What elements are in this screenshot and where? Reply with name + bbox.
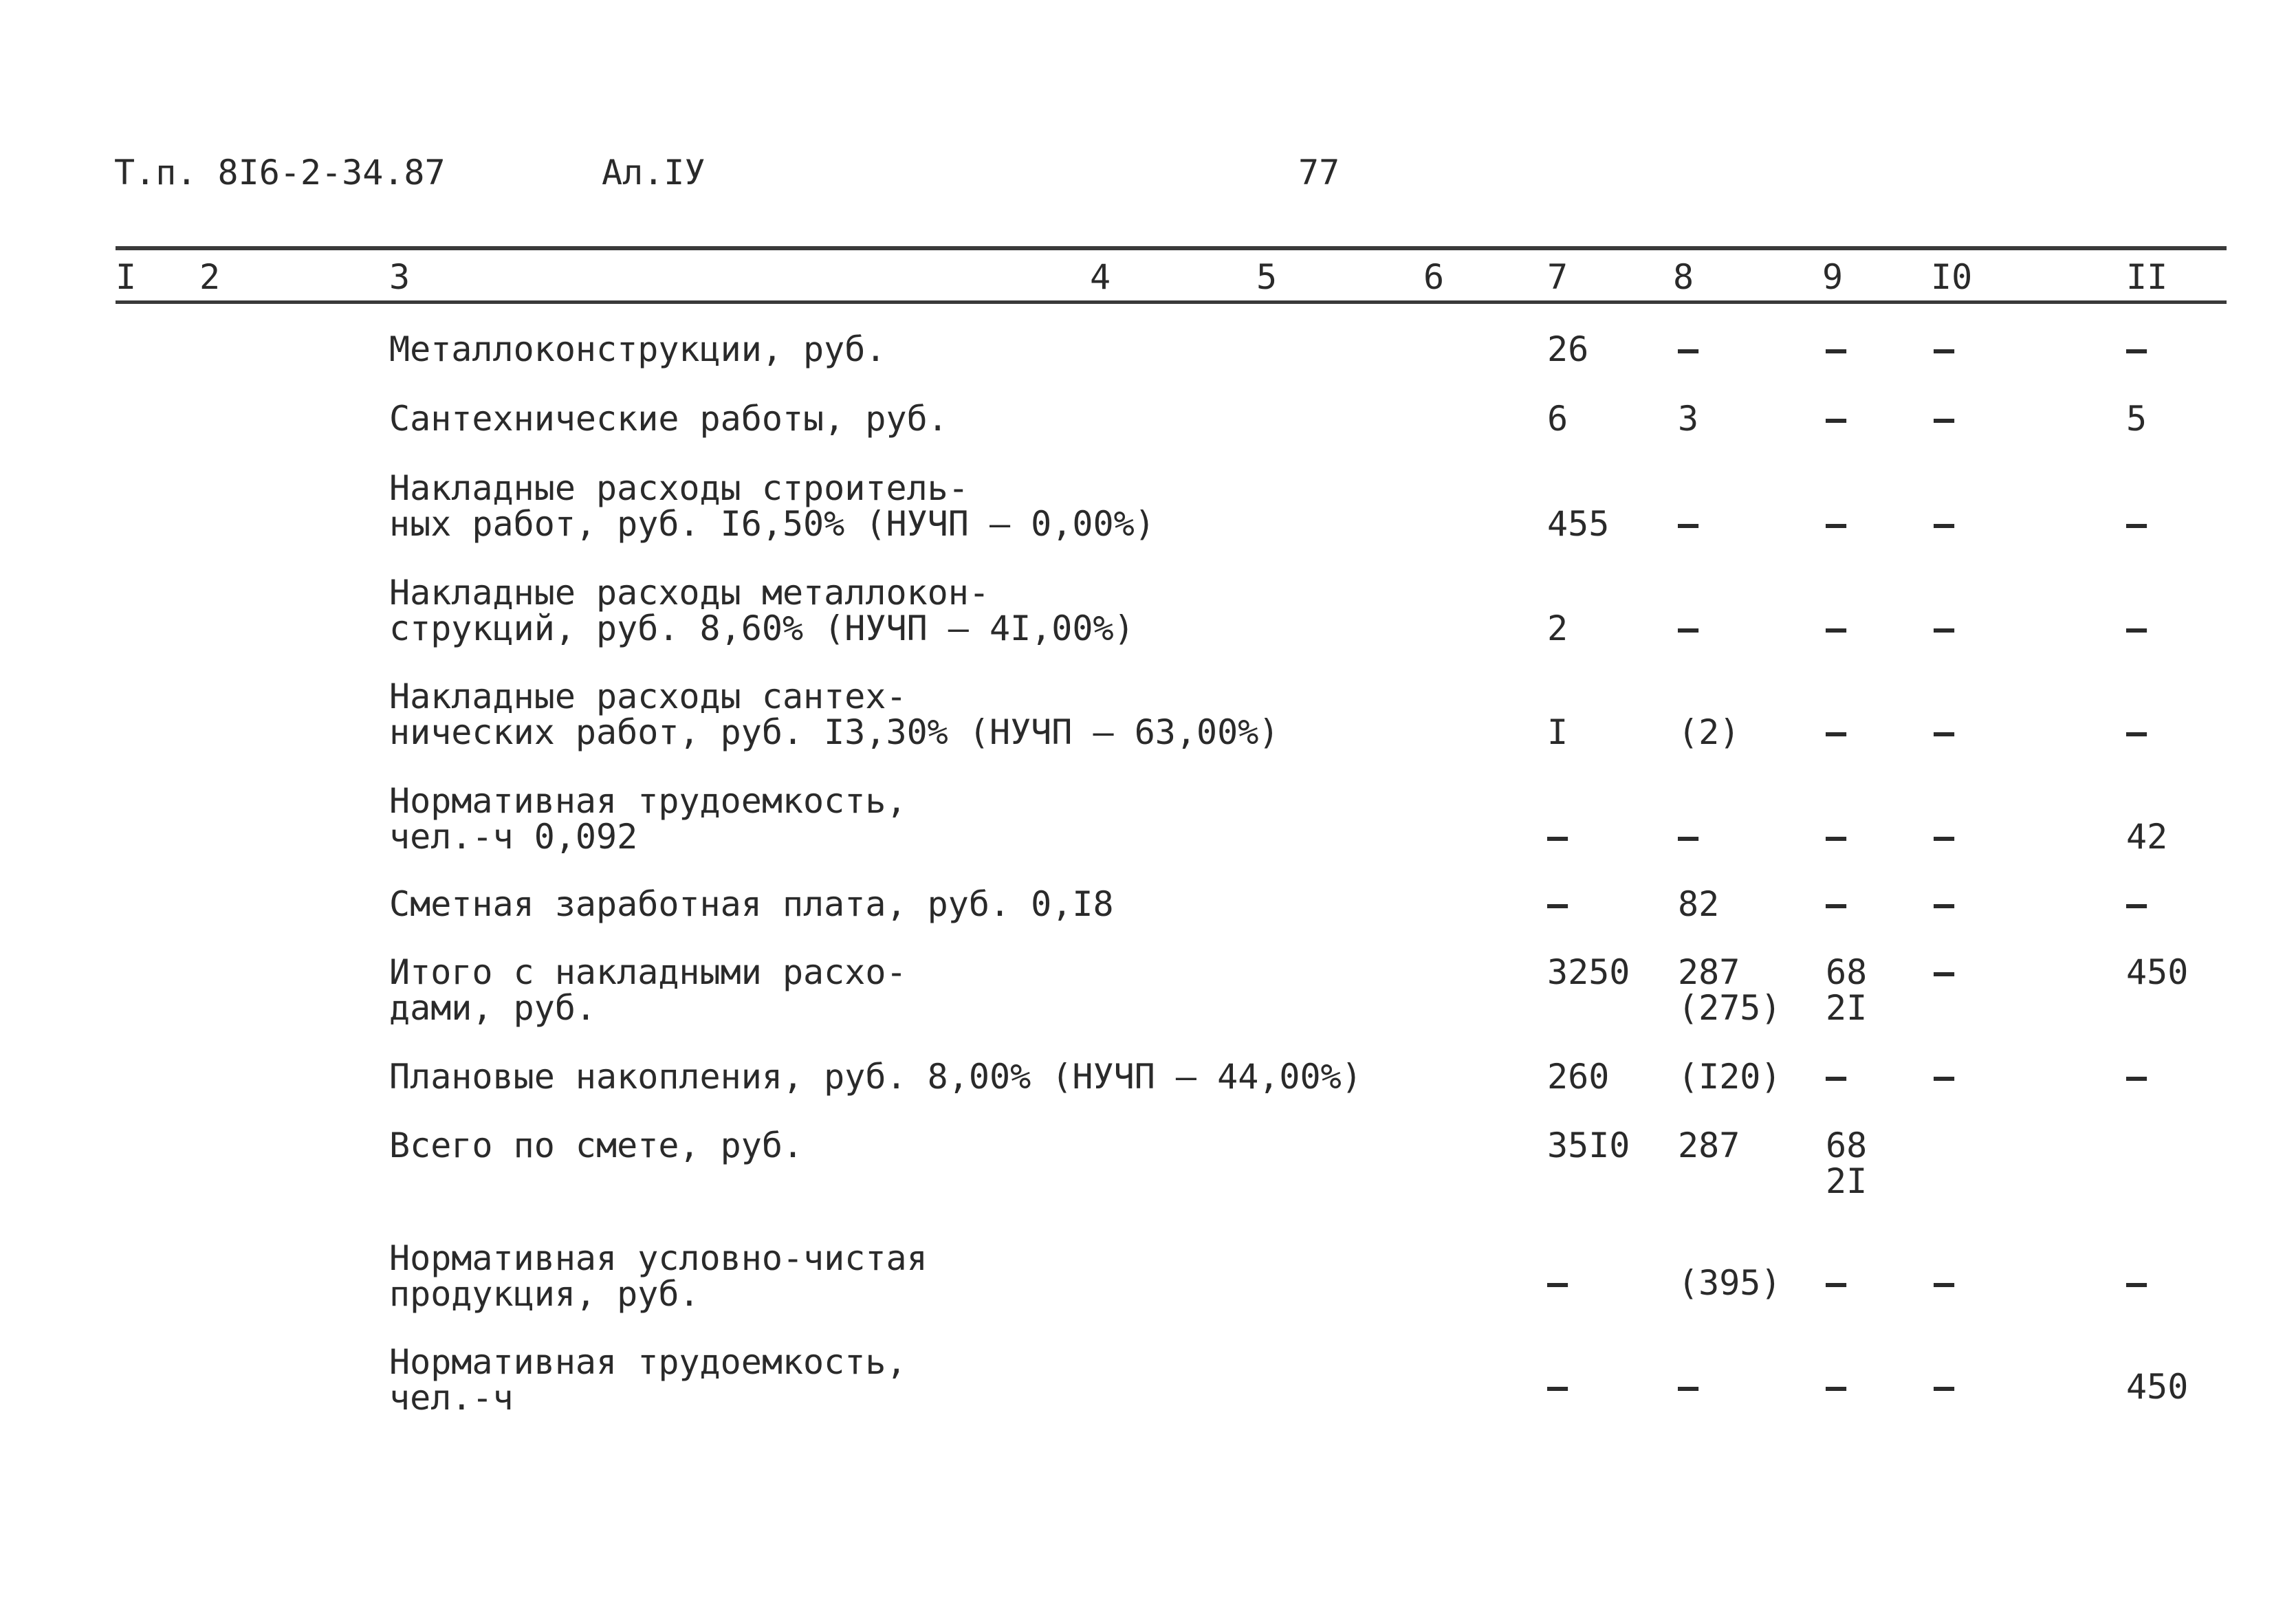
cell-col9: – <box>1826 884 1847 924</box>
cell-col10: – <box>1934 1367 1955 1407</box>
cell-col9: – <box>1826 329 1847 369</box>
column-number: 7 <box>1547 257 1568 297</box>
cell-col9: 68 2I <box>1826 1126 1868 1201</box>
cell-col7: 260 <box>1547 1057 1610 1097</box>
cell-col11: – <box>2126 884 2147 924</box>
column-number: 8 <box>1673 257 1694 297</box>
cell-col7: 35I0 <box>1547 1126 1630 1165</box>
cell-col11: 5 <box>2126 399 2147 439</box>
column-number: 6 <box>1423 257 1445 297</box>
cell-col11: – <box>2126 1263 2147 1303</box>
column-number: I <box>116 257 137 297</box>
row-label: Накладные расходы строитель- ных работ, руб. I6,50% (НУЧП – 0,00%) <box>389 468 1155 544</box>
cell-col9: – <box>1826 1263 1847 1303</box>
cell-col10: – <box>1934 712 1955 752</box>
cell-col9: – <box>1826 1367 1847 1407</box>
column-header-rule <box>116 300 2227 304</box>
cell-col9: – <box>1826 399 1847 439</box>
cell-col10: – <box>1934 399 1955 439</box>
column-number: 9 <box>1822 257 1844 297</box>
cell-col10: – <box>1934 1263 1955 1303</box>
cell-col9: 68 2I <box>1826 952 1868 1028</box>
column-number: 4 <box>1090 257 1111 297</box>
cell-col10: – <box>1934 329 1955 369</box>
cell-col8: – <box>1678 504 1699 544</box>
row-label: Нормативная трудоемкость, чел.-ч 0,092 <box>389 781 907 857</box>
cell-col7: 26 <box>1547 329 1589 369</box>
cell-col10: – <box>1934 952 1955 992</box>
cell-col9: – <box>1826 817 1847 857</box>
cell-col11: 42 <box>2126 817 2168 857</box>
cell-col7: – <box>1547 1263 1568 1303</box>
cell-col11: – <box>2126 1057 2147 1097</box>
row-label: Накладные расходы сантех- нических работ, руб. I3,30% (НУЧП – 63,00%) <box>389 677 1280 752</box>
cell-col10: – <box>1934 608 1955 648</box>
row-label: Сантехнические работы, руб. <box>389 399 948 439</box>
cell-col8: – <box>1678 817 1699 857</box>
row-label: Нормативная условно-чистая продукция, руб. <box>389 1238 928 1314</box>
column-number: 2 <box>199 257 221 297</box>
cell-col11: – <box>2126 504 2147 544</box>
cell-col9: – <box>1826 712 1847 752</box>
cell-col11: 450 <box>2126 952 2189 992</box>
row-label: Итого с накладными расхо- дами, руб. <box>389 952 907 1028</box>
column-number: 3 <box>389 257 411 297</box>
column-number: II <box>2126 257 2168 297</box>
cell-col9: – <box>1826 608 1847 648</box>
cell-col8: – <box>1678 329 1699 369</box>
cell-col7: I <box>1547 712 1568 752</box>
cell-col8: – <box>1678 1367 1699 1407</box>
cell-col7: – <box>1547 1367 1568 1407</box>
cell-col7: 6 <box>1547 399 1568 439</box>
cell-col11: – <box>2126 329 2147 369</box>
cell-col7: – <box>1547 817 1568 857</box>
cell-col11: 450 <box>2126 1367 2189 1407</box>
row-label: Накладные расходы металлокон- струкций, руб. 8,60% (НУЧП – 4I,00%) <box>389 573 1135 648</box>
cell-col8: (2) <box>1678 712 1740 752</box>
cell-col10: – <box>1934 504 1955 544</box>
page-number: 77 <box>1298 153 1340 193</box>
cell-col8: (I20) <box>1678 1057 1782 1097</box>
column-number: I0 <box>1931 257 1973 297</box>
cell-col7: 455 <box>1547 504 1610 544</box>
table-top-rule <box>116 246 2227 250</box>
cell-col8: 287 (275) <box>1678 952 1782 1028</box>
cell-col9: – <box>1826 1057 1847 1097</box>
row-label: Всего по смете, руб. <box>389 1126 804 1165</box>
row-label: Металлоконструкции, руб. <box>389 329 886 369</box>
cell-col7: 2 <box>1547 608 1568 648</box>
column-number: 5 <box>1256 257 1278 297</box>
cell-col9: – <box>1826 504 1847 544</box>
row-label: Нормативная трудоемкость, чел.-ч <box>389 1342 907 1418</box>
cell-col8: 287 <box>1678 1126 1740 1165</box>
cell-col11: – <box>2126 608 2147 648</box>
cell-col8: – <box>1678 608 1699 648</box>
album-number: Ал.IУ <box>602 153 706 193</box>
cell-col7: 3250 <box>1547 952 1630 992</box>
cell-col8: 3 <box>1678 399 1699 439</box>
cell-col10: – <box>1934 884 1955 924</box>
row-label: Плановые накопления, руб. 8,00% (НУЧП – 44,00%) <box>389 1057 1362 1097</box>
cell-col8: (395) <box>1678 1263 1782 1303</box>
cell-col10: – <box>1934 1057 1955 1097</box>
document-code: Т.п. 8I6-2-34.87 <box>114 153 446 193</box>
cell-col11: – <box>2126 712 2147 752</box>
cell-col8: 82 <box>1678 884 1720 924</box>
cell-col10: – <box>1934 817 1955 857</box>
cell-col7: – <box>1547 884 1568 924</box>
row-label: Сметная заработная плата, руб. 0,I8 <box>389 884 1114 924</box>
